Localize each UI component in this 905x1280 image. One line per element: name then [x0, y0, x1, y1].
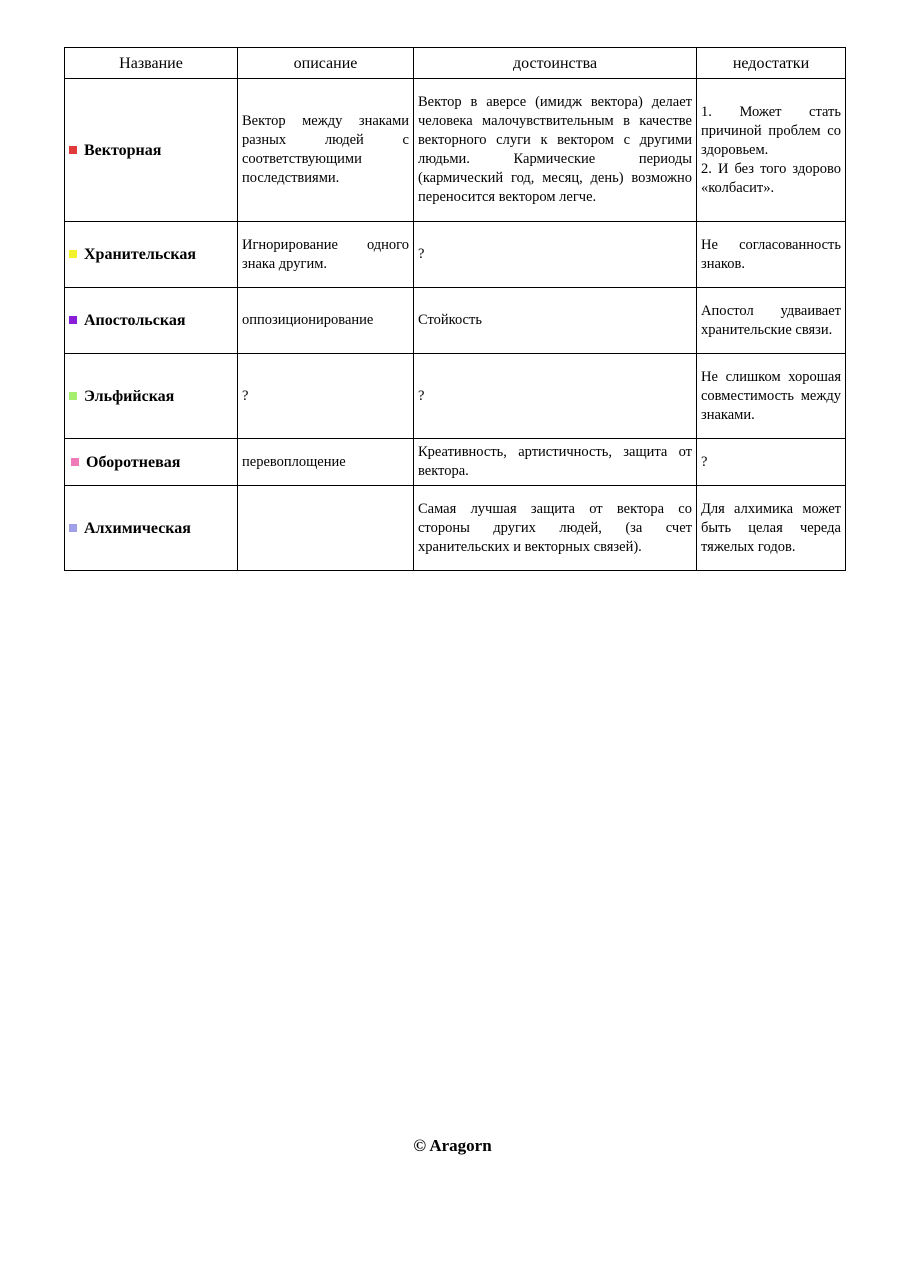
color-swatch-icon [69, 392, 77, 400]
name-cell [65, 486, 238, 571]
disadvantages-cell: 1. Может стать причиной проблем со здоровьем. 2. И без того здорово «колбасит». [697, 79, 846, 222]
table-row [65, 288, 846, 354]
advantages-cell: Стойкость [414, 288, 697, 354]
row-name: Векторная [84, 141, 162, 159]
description-cell: Игнорирование одного знака другим. [238, 222, 414, 288]
table-row [65, 222, 846, 288]
name-cell [65, 354, 238, 439]
disadvantages-cell: Апостол удваивает хранительские связи. [697, 288, 846, 354]
description-cell: оппозиционирование [238, 288, 414, 354]
color-swatch-icon [69, 250, 77, 258]
color-swatch-icon [69, 146, 77, 154]
color-swatch-icon [69, 316, 77, 324]
table-row [65, 439, 846, 486]
row-name: Оборотневая [86, 453, 181, 471]
row-name: Апостольская [84, 312, 186, 329]
header-description: описание [238, 48, 414, 79]
description-cell: Вектор между знаками разных людей с соответствующими последствиями. [238, 79, 414, 222]
table-header-row [65, 48, 846, 79]
advantages-cell: Вектор в аверсе (имидж вектора) делает человека малочувствительным в качестве векторного слуги к вектором с другими людьми. Кармические периоды (кармический год, месяц, день) возможно переносится вектором легче. [414, 79, 697, 222]
advantages-cell: Самая лучшая защита от вектора со стороны других людей, (за счет хранительских и векторных связей). [414, 486, 697, 571]
description-cell: ? [238, 354, 414, 439]
signs-table [64, 47, 846, 571]
name-cell [65, 439, 238, 486]
table-row [65, 486, 846, 571]
row-name: Хранительская [84, 246, 197, 263]
advantages-cell: Креативность, артистичность, защита от вектора. [414, 439, 697, 486]
name-cell [65, 288, 238, 354]
disadvantages-cell: Не слишком хорошая совместимость между знаками. [697, 354, 846, 439]
header-disadvantages: недостатки [697, 48, 846, 79]
copyright-footer: © Aragorn [413, 1136, 492, 1155]
table-row [65, 354, 846, 439]
header-name: Название [65, 48, 238, 79]
row-name: Алхимическая [84, 519, 191, 537]
disadvantages-cell: ? [697, 439, 846, 486]
description-cell [238, 486, 414, 571]
disadvantages-cell: Не согласованность знаков. [697, 222, 846, 288]
row-name: Эльфийская [84, 387, 175, 405]
name-cell [65, 79, 238, 222]
disadvantages-cell: Для алхимика может быть целая череда тяжелых годов. [697, 486, 846, 571]
color-swatch-icon [69, 524, 77, 532]
advantages-cell: ? [414, 222, 697, 288]
name-cell [65, 222, 238, 288]
table-row [65, 79, 846, 222]
description-cell: перевоплощение [238, 439, 414, 486]
color-swatch-icon [71, 458, 79, 466]
advantages-cell: ? [414, 354, 697, 439]
header-advantages: достоинства [414, 48, 697, 79]
